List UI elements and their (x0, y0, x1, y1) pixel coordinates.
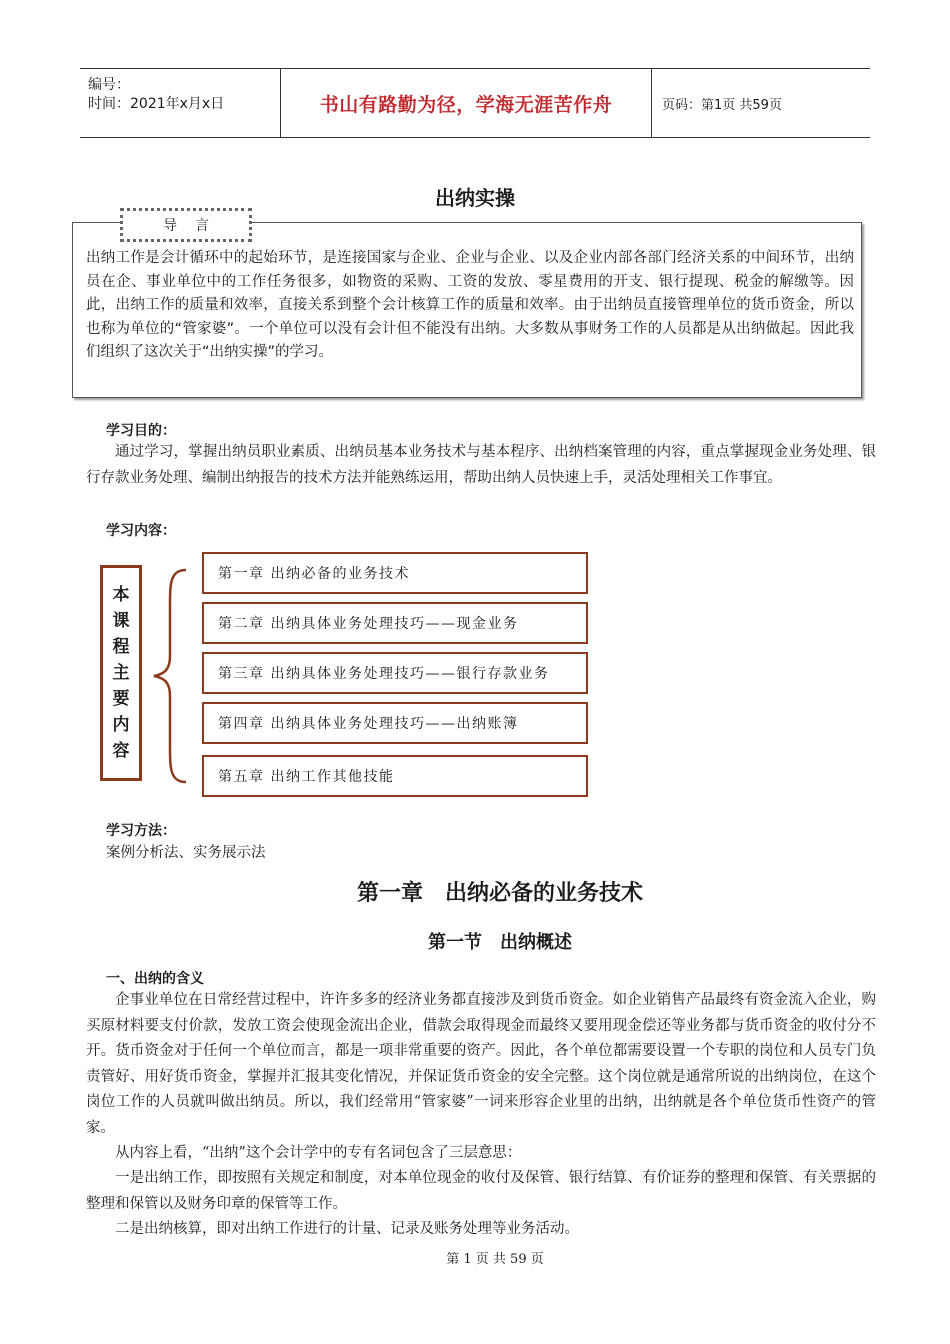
course-label-box (100, 565, 142, 781)
page-footer: 第 1 页 共 59 页 (446, 1252, 544, 1267)
course-label-char: 要 (112, 689, 130, 709)
chapter-box-5: 第五章 出纳工作其他技能 (202, 755, 588, 797)
course-label-char: 本 (112, 585, 130, 605)
curly-brace-icon (150, 566, 190, 786)
section-title: 第一节 出纳概述 (428, 932, 572, 953)
chapter-paragraph-1: 企事业单位在日常经营过程中，许许多多的经济业务都直接涉及到货币资金。如企业销售产品最终有资金流入企业，购买原材料要支付价款，发放工资会使现金流出企业，借款会取得现金而最终又要用现金偿还等业务都与货币资金的收付分不开。货币资金对于任何一个单位而言，都是一项非常重要的资产。因此，各个单位都需要设置一个专职的岗位和人员专门负责管好、用好货币资金，掌握并汇报其变化情况，并保证货币资金的安全完整。这个岗位就是通常所说的出纳岗位，在这个岗位工作的人员就叫做出纳员。所以，我们经常用“管家婆”一词来形容企业里的出纳，出纳就是各个单位货币性资产的管家。 (86, 992, 876, 1136)
chapter-paragraph-2: 从内容上看，“出纳”这个会计学中的专有名词包含了三层意思： (115, 1145, 522, 1161)
method-text: 案例分析法、实务展示法 (106, 845, 266, 861)
intro-text: 出纳工作是会计循环中的起始环节，是连接国家与企业、企业与企业、以及企业内部各部门经济关系的中间环节，出纳员在企、事业单位中的工作任务很多，如物资的采购、工资的发放、零星费用的开支、银行提现、税金的解缴等。因此，出纳工作的质量和效率，直接关系到整个会计核算工作的质量和效率。由于出纳员直接管理单位的货币资金，所以也称为单位的“管家婆”。一个单位可以没有会计但不能没有出纳。大多数从事财务工作的人员都是从出纳做起。因此我们组织了这次关于“出纳实操”的学习。 (86, 250, 854, 360)
chapter-box-4: 第四章 出纳具体业务处理技巧——出纳账簿 (202, 702, 588, 744)
intro-tag: 导言 (120, 208, 252, 242)
goal-heading: 学习目的： (106, 423, 176, 439)
header-motto-cell (281, 69, 652, 137)
chapter-paragraph-3: 一是出纳工作，即按照有关规定和制度，对本单位现金的收付及保管、银行结算、有价证券的整理和保管、有关票据的整理和保管以及财务印章的保管等工作。 (86, 1170, 876, 1212)
date-label: 时间：2021年x月x日 (88, 96, 225, 112)
header-table (80, 68, 870, 138)
chapter-box-2: 第二章 出纳具体业务处理技巧——现金业务 (202, 602, 588, 644)
course-label-char: 课 (112, 611, 130, 631)
header-page-cell (652, 69, 870, 137)
header-left-cell (80, 69, 281, 137)
chapter-title: 第一章 出纳必备的业务技术 (356, 881, 643, 906)
goal-text: 通过学习，掌握出纳员职业素质、出纳员基本业务技术与基本程序、出纳档案管理的内容，重点掌握现金业务处理、银行存款业务处理、编制出纳报告的技术方法并能熟练运用，帮助出纳人员快速上手，灵活处理相关工作事宜。 (86, 444, 876, 486)
subsection-heading: 一、出纳的含义 (106, 971, 204, 987)
motto: 书山有路勤为径，学海无涯苦作舟 (319, 93, 613, 116)
chapter-box-3: 第三章 出纳具体业务处理技巧——银行存款业务 (202, 652, 588, 694)
chapter-box-1: 第一章 出纳必备的业务技术 (202, 552, 588, 594)
content-heading: 学习内容： (106, 523, 176, 539)
page-info: 页码：第1页 共59页 (662, 97, 782, 113)
method-heading: 学习方法： (106, 823, 176, 839)
course-label-char: 程 (112, 637, 130, 657)
number-label: 编号： (88, 77, 130, 93)
course-label-char: 主 (112, 663, 130, 683)
document-title: 出纳实操 (435, 186, 515, 210)
course-label-char: 容 (112, 741, 130, 761)
chapter-paragraph-4: 二是出纳核算，即对出纳工作进行的计量、记录及账务处理等业务活动。 (115, 1221, 579, 1237)
course-label-char: 内 (112, 715, 130, 735)
